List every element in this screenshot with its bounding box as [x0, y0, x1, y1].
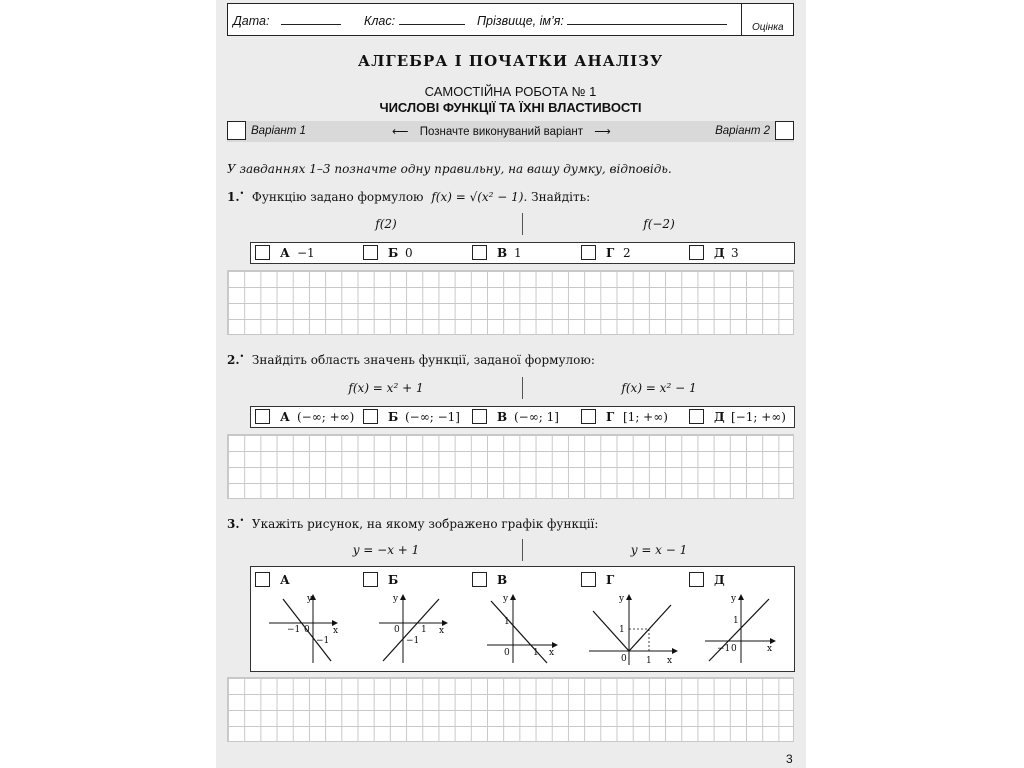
x-tick-label: −1	[287, 625, 301, 635]
variant2-label: Варіант 2	[715, 125, 770, 137]
option-letter: Д	[714, 573, 725, 587]
y-axis-label: y	[503, 594, 509, 604]
task1-variant-columns	[250, 213, 795, 235]
checkbox[interactable]	[363, 245, 378, 260]
task2-col2: f(x) = x² − 1	[621, 381, 697, 395]
option-letter: Г	[606, 573, 615, 587]
x-tick-label: 1	[646, 656, 652, 666]
origin-label: 0	[731, 644, 737, 654]
task3-scratch-grid[interactable]	[227, 677, 794, 742]
checkbox[interactable]	[255, 245, 270, 260]
option-value: 3	[731, 246, 739, 260]
checkbox[interactable]	[581, 409, 596, 424]
task3-variant-columns	[250, 539, 795, 561]
checkbox[interactable]	[363, 572, 378, 587]
task1-number: 1.	[227, 190, 240, 204]
x-tick-label: −1	[717, 644, 731, 654]
date-blank[interactable]	[281, 13, 341, 25]
checkbox[interactable]	[255, 409, 270, 424]
grade-divider	[741, 4, 742, 35]
task2-number: 2.	[227, 353, 240, 367]
task1-formula: f(x) = √(x² − 1)	[431, 190, 524, 204]
checkbox[interactable]	[472, 572, 487, 587]
y-tick-label: −1	[316, 636, 330, 646]
task3-col2: y = x − 1	[630, 543, 688, 557]
origin-label: 0	[394, 625, 400, 635]
x-axis-label: x	[667, 656, 673, 666]
x-axis-label: x	[549, 648, 555, 658]
task1-text-after: . Знайдіть:	[523, 190, 591, 204]
option-letter: Д	[714, 410, 725, 424]
y-axis-label: y	[393, 594, 399, 604]
grade-label: Оцінка	[752, 22, 784, 33]
task2-statement: 2.• Знайдіть область значень функції, заданої формулою:	[227, 352, 595, 367]
x-tick-label: 1	[421, 625, 427, 635]
origin-label: 0	[621, 654, 627, 664]
name-field[interactable]	[477, 13, 727, 28]
variant-note-text: Позначте виконуваний варіант	[419, 126, 584, 138]
work-subtitle: САМОСТІЙНА РОБОТА № 1	[424, 84, 597, 99]
graph-b	[375, 591, 465, 669]
task1-answers	[250, 242, 795, 264]
y-tick-label: −1	[406, 636, 420, 646]
arrow-left-icon: ⟵	[392, 126, 409, 138]
variant-note	[392, 124, 611, 138]
task2-scratch-grid[interactable]	[227, 434, 794, 499]
checkbox[interactable]	[255, 572, 270, 587]
variant-bar	[227, 121, 794, 142]
option-letter: Г	[606, 246, 615, 260]
date-field[interactable]	[233, 13, 341, 28]
x-axis-label: x	[333, 626, 339, 636]
task3-col1: y = −x + 1	[352, 543, 420, 557]
option-value: [1; +∞)	[623, 410, 668, 424]
y-tick-label: 1	[619, 625, 625, 635]
instruction-text: У завданнях 1–3 позначте одну правильну, на вашу думку, відповідь.	[227, 162, 672, 176]
task2-variant-columns	[250, 377, 795, 399]
name-blank[interactable]	[567, 13, 727, 25]
function-line	[593, 605, 671, 651]
page-title: АЛГЕБРА І ПОЧАТКИ АНАЛІЗУ	[357, 52, 664, 70]
y-tick-label: 1	[733, 616, 739, 626]
option-value: (−∞; +∞)	[297, 410, 355, 424]
option-letter: Д	[714, 246, 725, 260]
checkbox[interactable]	[472, 409, 487, 424]
option-value: 2	[623, 246, 631, 260]
task3-text: Укажіть рисунок, на якому зображено графік функції:	[251, 517, 599, 531]
graph-v	[485, 591, 575, 669]
graph-a	[265, 591, 355, 669]
name-label: Прізвище, ім’я:	[477, 14, 564, 28]
option-letter: Б	[388, 573, 399, 587]
task3-answers	[250, 566, 795, 672]
checkbox[interactable]	[581, 572, 596, 587]
option-value: 0	[405, 246, 413, 260]
task2-col1: f(x) = x² + 1	[348, 381, 424, 395]
graph-d	[703, 591, 793, 669]
task2-answers	[250, 406, 795, 428]
graph-g	[587, 591, 687, 671]
task3-number: 3.	[227, 517, 240, 531]
x-axis-label: x	[439, 626, 445, 636]
task1-text: Функцію задано формулою	[251, 190, 424, 204]
task3-statement: 3.• Укажіть рисунок, на якому зображено графік функції:	[227, 516, 599, 531]
task1-scratch-grid[interactable]	[227, 270, 794, 335]
option-value: −1	[297, 246, 315, 260]
y-axis-label: y	[731, 594, 737, 604]
variant1-checkbox[interactable]	[227, 121, 246, 140]
option-letter: В	[497, 573, 508, 587]
origin-label: 0	[504, 648, 510, 658]
option-value: (−∞; 1]	[514, 410, 559, 424]
y-axis-label: y	[619, 594, 625, 604]
page-number: 3	[786, 752, 793, 766]
option-letter: Б	[388, 246, 399, 260]
option-value: 1	[514, 246, 522, 260]
option-letter: А	[280, 573, 290, 587]
task1-col1: f(2)	[375, 217, 397, 231]
y-axis-label: y	[307, 594, 313, 604]
checkbox[interactable]	[472, 245, 487, 260]
checkbox[interactable]	[363, 409, 378, 424]
class-field[interactable]	[364, 13, 465, 28]
x-tick-label: 1	[533, 648, 539, 658]
option-value: [−1; +∞)	[731, 410, 786, 424]
class-label: Клас:	[364, 14, 396, 28]
option-letter: В	[497, 410, 508, 424]
option-letter: Б	[388, 410, 399, 424]
checkbox[interactable]	[689, 409, 704, 424]
task1-col2: f(−2)	[643, 217, 675, 231]
topic-title: ЧИСЛОВІ ФУНКЦІЇ ТА ЇХНІ ВЛАСТИВОСТІ	[379, 100, 642, 115]
x-axis-label: x	[767, 644, 773, 654]
checkbox[interactable]	[689, 572, 704, 587]
option-letter: В	[497, 246, 508, 260]
y-tick-label: 1	[504, 617, 510, 627]
student-info-header	[227, 3, 794, 36]
class-blank[interactable]	[399, 13, 465, 25]
variant2-checkbox[interactable]	[775, 121, 794, 140]
task1-statement: 1.• Функцію задано формулою f(x) = √(x² − 1). Знайдіть:	[227, 189, 591, 204]
option-letter: Г	[606, 410, 615, 424]
variant1-label: Варіант 1	[251, 125, 306, 137]
option-value: (−∞; −1]	[405, 410, 460, 424]
checkbox[interactable]	[689, 245, 704, 260]
checkbox[interactable]	[581, 245, 596, 260]
date-label: Дата:	[233, 14, 270, 28]
task2-text: Знайдіть область значень функції, заданої формулою:	[251, 353, 595, 367]
option-letter: А	[280, 410, 290, 424]
origin-label: 0	[304, 625, 310, 635]
arrow-right-icon: ⟶	[594, 126, 611, 138]
option-letter: А	[280, 246, 290, 260]
function-line	[383, 599, 439, 661]
